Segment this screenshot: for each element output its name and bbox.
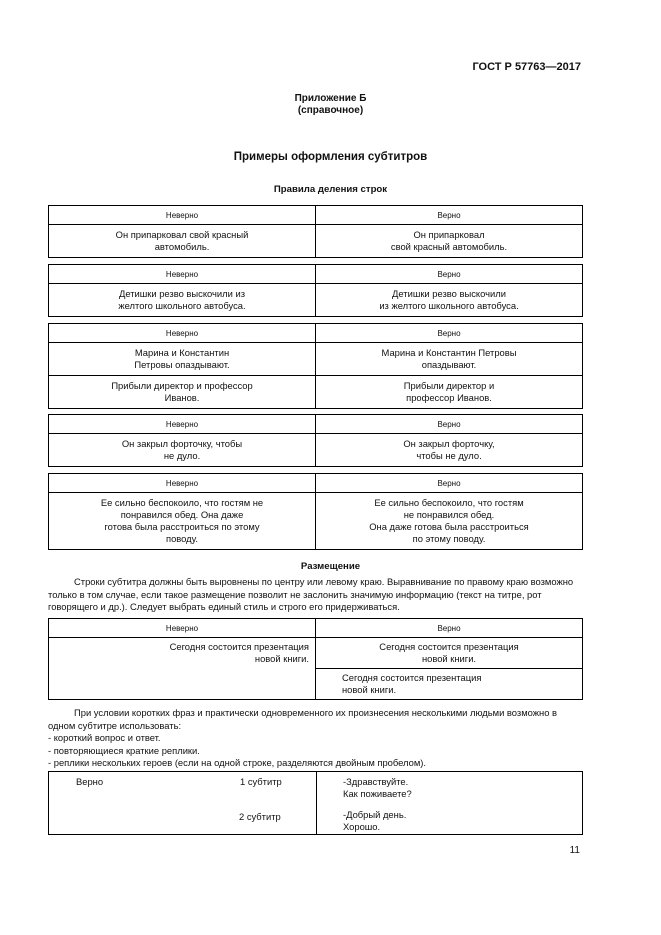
placement-paragraph: Строки субтитра должны быть выровнены по центру или левому краю. Выравнивание по правому краю возможно только в том случае, если такое размещение позволит не заслонить значимую информацию (текст на титре, рот говорящего и др.). Следует выбрать единый стиль и строго его придерживаться. <box>48 576 574 612</box>
cell-wrong: Ее сильно беспокоило, что гостям не понравился обед. Она даже готова была расстроиться по этому поводу. <box>49 493 316 550</box>
header-wrong: Неверно <box>49 265 316 284</box>
subtitle-2-label: 2 субтитр <box>239 811 281 822</box>
header-right: Верно <box>316 206 583 225</box>
subtitle-2-text: -Добрый день. Хорошо. <box>343 809 407 832</box>
conditions-intro: При условии коротких фраз и практически одновременного их произнесения несколькими людьми возможно в одном субтитре использовать: <box>48 707 558 731</box>
cell-wrong: Он закрыл форточку, чтобы не дуло. <box>49 434 316 467</box>
cell-right: Марина и Константин Петровы опаздывают. <box>316 343 583 376</box>
header-right: Верно <box>316 265 583 284</box>
cell-right: Ее сильно беспокоило, что гостям не понравился обед. Она даже готова была расстроиться по этому поводу. <box>316 493 583 550</box>
cell-right-left-aligned: Сегодня состоится презентация новой книги. <box>316 669 583 700</box>
cell-right: Он припарковал свой красный автомобиль. <box>316 225 583 258</box>
section-title-line-division: Правила деления строк <box>273 184 388 195</box>
standard-number: ГОСТ Р 57763—2017 <box>472 61 581 73</box>
line-division-table-2 <box>48 264 583 317</box>
subtitle-1-text: -Здравствуйте. Как поживаете? <box>343 776 412 799</box>
appendix-subtitle: (справочное) <box>297 105 364 116</box>
main-title: Примеры оформления субтитров <box>233 151 428 163</box>
conditions-item: - повторяющиеся краткие реплики. <box>48 744 200 756</box>
cell-right: Детишки резво выскочили из желтого школьного автобуса. <box>316 284 583 317</box>
cell-right: Прибыли директор и профессор Иванов. <box>316 376 583 409</box>
cell-right: Он закрыл форточку, чтобы не дуло. <box>316 434 583 467</box>
header-right: Верно <box>316 619 583 638</box>
conditions-block <box>48 707 583 770</box>
header-wrong: Неверно <box>49 474 316 493</box>
label-right: Верно <box>76 776 104 787</box>
appendix-title: Приложение Б <box>294 93 367 104</box>
section-title-placement: Размещение <box>300 561 361 572</box>
cell-wrong: Он припарковал свой красный автомобиль. <box>49 225 316 258</box>
line-division-table-4 <box>48 414 583 467</box>
header-wrong: Неверно <box>49 619 316 638</box>
cell-wrong: Марина и Константин Петровы опаздывают. <box>49 343 316 376</box>
divider <box>316 772 317 834</box>
cell-wrong: Прибыли директор и профессор Иванов. <box>49 376 316 409</box>
subtitle-1-label: 1 субтитр <box>240 776 282 787</box>
conditions-item: - короткий вопрос и ответ. <box>48 732 161 743</box>
cell-wrong-right-aligned: Сегодня состоится презентация новой книги. <box>49 638 316 700</box>
line-division-table-1 <box>48 205 583 258</box>
cell-wrong: Детишки резво выскочили из желтого школьного автобуса. <box>49 284 316 317</box>
header-wrong: Неверно <box>49 415 316 434</box>
cell-right-centered: Сегодня состоится презентация новой книги. <box>316 638 583 669</box>
placement-table <box>48 618 583 700</box>
header-right: Верно <box>316 415 583 434</box>
header-wrong: Неверно <box>49 206 316 225</box>
line-division-table-3 <box>48 323 583 409</box>
header-right: Верно <box>316 324 583 343</box>
page-number: 11 <box>569 845 580 856</box>
header-right: Верно <box>316 474 583 493</box>
conditions-item: - реплики нескольких героев (если на одной строке, разделяются двойным пробелом). <box>48 757 427 768</box>
header-wrong: Неверно <box>49 324 316 343</box>
simultaneous-replies-table <box>48 771 583 835</box>
line-division-table-5 <box>48 473 583 550</box>
